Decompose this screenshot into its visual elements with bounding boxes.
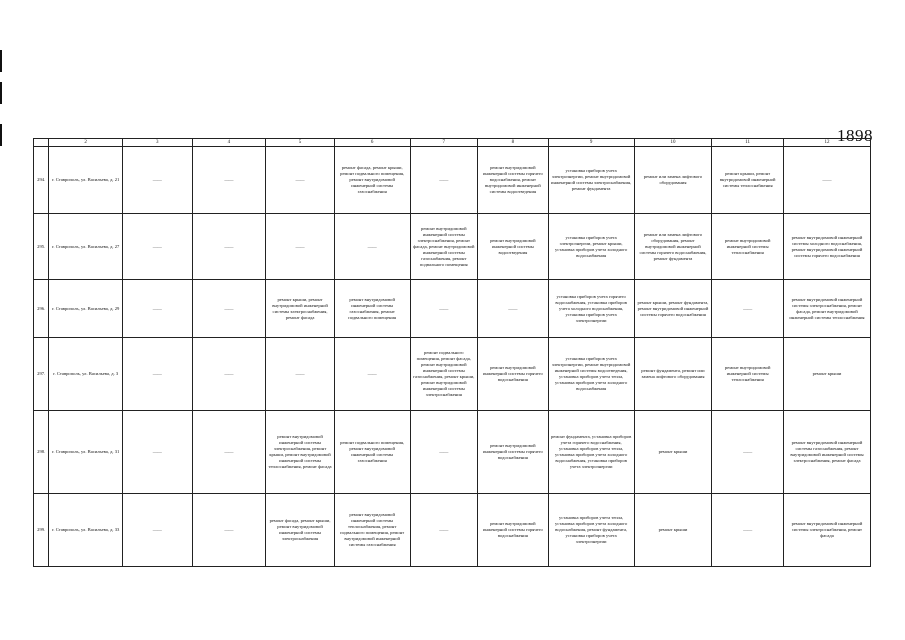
- scan-margin-mark: [0, 124, 2, 146]
- table-cell: ——: [712, 494, 784, 567]
- table-cell: ——: [123, 147, 193, 214]
- table-cell: ——: [192, 147, 266, 214]
- row-number: 296.: [34, 280, 49, 338]
- table-cell: ——: [123, 280, 193, 338]
- column-header: 12: [783, 139, 870, 147]
- table-cell: ——: [410, 494, 478, 567]
- table-cell: ——: [334, 338, 410, 411]
- table-cell: ——: [783, 147, 870, 214]
- table-cell: ремонт внутридомовой инженерной системы электроснабжения, ремонт крыши, ремонт внутридомовой инженерной системы теплоснабжения, ремонт фасада: [266, 411, 335, 494]
- table-cell: ремонт фундамента, установка приборов учета горячего водоснабжения, установка приборов учета тепла, установка приборов учета холодного водоснабжения, установка приборов учета электроэнергии: [548, 411, 634, 494]
- table-row: [34, 280, 871, 338]
- column-header: 9: [548, 139, 634, 147]
- table-cell: ——: [410, 280, 478, 338]
- row-number: 294.: [34, 147, 49, 214]
- table-cell: ремонт подвального помещения, ремонт внутридомовой инженерной системы газоснабжения: [334, 411, 410, 494]
- table-cell: ——: [266, 147, 335, 214]
- table-cell: ремонт крыши, ремонт внутридомовой инженерной системы теплоснабжения: [712, 147, 784, 214]
- address-cell: г. Ставрополь, ул. Васильева, д. 33: [49, 494, 123, 567]
- table-row: [34, 411, 871, 494]
- table-cell: ремонт фасада, ремонт крыши, ремонт внутридомовой инженерной системы электроснабжения: [266, 494, 335, 567]
- table-cell: ремонт внутридомовой инженерной системы электроснабжения, ремонт фасада, ремонт внутридомовой инженерной системы теплоснабжения: [783, 280, 870, 338]
- column-header-row: [34, 139, 871, 147]
- table-cell: ремонт внутридомовой инженерной системы электроснабжения, ремонт фасада, ремонт внутридомовой инженерной системы газоснабжения, ремонт подвального помещения: [410, 214, 478, 280]
- table-row: [34, 494, 871, 567]
- table-cell: установка приборов учета горячего водоснабжения, установка приборов учета холодного водоснабжения, установка приборов учета электроэнергии: [548, 280, 634, 338]
- table-cell: ремонт крыши: [634, 494, 712, 567]
- column-header: 2: [49, 139, 123, 147]
- table-cell: установка приборов учета электроэнергии, ремонт крыши, установка приборов учета холодного водоснабжения: [548, 214, 634, 280]
- address-cell: г. Ставрополь, ул. Васильева, д. 29: [49, 280, 123, 338]
- table-cell: ремонт внутридомовой инженерной системы водоотведения: [478, 214, 549, 280]
- row-number: 295.: [34, 214, 49, 280]
- table-cell: ремонт внутридомовой инженерной системы электроснабжения, ремонт фасада: [783, 494, 870, 567]
- table-cell: ——: [266, 338, 335, 411]
- table-cell: ремонт или замена лифтового оборудования, ремонт внутридомовой инженерной системы горячего водоснабжения, ремонт фундамента: [634, 214, 712, 280]
- column-header: 7: [410, 139, 478, 147]
- table-cell: ——: [192, 280, 266, 338]
- table-cell: ——: [410, 147, 478, 214]
- works-table: [33, 138, 871, 567]
- table-cell: ——: [334, 214, 410, 280]
- table-cell: ——: [478, 280, 549, 338]
- table-cell: ремонт внутридомовой инженерной системы горячего водоснабжения: [478, 411, 549, 494]
- table-row: [34, 147, 871, 214]
- table-cell: установка приборов учета тепла, установка приборов учета холодного водоснабжения, ремонт фундамента, установка приборов учета электроэнергии: [548, 494, 634, 567]
- row-number: 298.: [34, 411, 49, 494]
- table-cell: ремонт подвального помещения, ремонт фасада, ремонт внутридомовой инженерной системы газоснабжения, ремонт крыши, ремонт внутридомовой инженерной системы электроснабжения: [410, 338, 478, 411]
- table-cell: ремонт крыши, ремонт фундамента, ремонт внутридомовой инженерной системы горячего водоснабжения: [634, 280, 712, 338]
- address-cell: г. Ставрополь, ул. Васильева, д. 31: [49, 411, 123, 494]
- table-cell: ремонт внутридомовой инженерной системы холодного водоснабжения, ремонт внутридомовой инженерной системы горячего водоснабжения: [783, 214, 870, 280]
- column-header: 4: [192, 139, 266, 147]
- scan-margin-mark: [0, 50, 2, 72]
- table-cell: ремонт внутридомовой инженерной системы горячего водоснабжения: [478, 494, 549, 567]
- row-number: 299.: [34, 494, 49, 567]
- table-cell: ремонт внутридомовой инженерной системы теплоснабжения: [712, 214, 784, 280]
- row-number: 297.: [34, 338, 49, 411]
- table-cell: установка приборов учета электроэнергии, ремонт внутридомовой инженерной системы электроснабжения, ремонт фундамента: [548, 147, 634, 214]
- column-header: 11: [712, 139, 784, 147]
- table-cell: ремонт внутридомовой инженерной системы теплоснабжения: [712, 338, 784, 411]
- table-cell: ——: [123, 494, 193, 567]
- address-cell: г. Ставрополь, ул. Васильева, д. 21: [49, 147, 123, 214]
- table-cell: ——: [712, 280, 784, 338]
- table-cell: ——: [266, 214, 335, 280]
- column-header: 8: [478, 139, 549, 147]
- table-cell: ремонт крыши: [783, 338, 870, 411]
- table-row: [34, 214, 871, 280]
- page-number: 1898: [837, 126, 873, 145]
- table-cell: ремонт внутридомовой инженерной системы газоснабжения, ремонт внутридомовой инженерной системы электроснабжения, ремонт фасада: [783, 411, 870, 494]
- table-cell: ——: [123, 338, 193, 411]
- table-cell: установка приборов учета электроэнергии, ремонт внутридомовой инженерной системы водоотведения, установка приборов учета тепла, установка приборов учета холодного водоснабжения: [548, 338, 634, 411]
- table-cell: ремонт внутридомовой инженерной системы теплоснабжения, ремонт подвального помещения, ремонт внутридомовой инженерной системы газоснабжения: [334, 494, 410, 567]
- table-cell: ——: [192, 338, 266, 411]
- address-cell: г. Ставрополь, ул. Васильева, д. 27: [49, 214, 123, 280]
- table-row: [34, 338, 871, 411]
- address-cell: г. Ставрополь, ул. Васильева, д. 3: [49, 338, 123, 411]
- column-header: 6: [334, 139, 410, 147]
- table-cell: ——: [192, 411, 266, 494]
- table-cell: ремонт фасада, ремонт крыши, ремонт подвального помещения, ремонт внутридомовой инженерной системы газоснабжения: [334, 147, 410, 214]
- table-cell: ——: [123, 411, 193, 494]
- table-cell: ремонт фундамента, ремонт или замена лифтового оборудования: [634, 338, 712, 411]
- column-header: 10: [634, 139, 712, 147]
- column-header: 3: [123, 139, 193, 147]
- scan-margin-mark: [0, 82, 2, 104]
- table-cell: ——: [123, 214, 193, 280]
- table-cell: ремонт внутридомовой инженерной системы газоснабжения, ремонт подвального помещения: [334, 280, 410, 338]
- table-cell: ремонт внутридомовой инженерной системы горячего водоснабжения, ремонт внутридомовой инженерной системы водоотведения: [478, 147, 549, 214]
- table-cell: ——: [712, 411, 784, 494]
- column-header: 5: [266, 139, 335, 147]
- column-header: [34, 139, 49, 147]
- table-cell: ремонт крыши, ремонт внутридомовой инженерной системы электроснабжения, ремонт фасада: [266, 280, 335, 338]
- table-cell: ремонт крыши: [634, 411, 712, 494]
- table-cell: ——: [410, 411, 478, 494]
- table-cell: ремонт или замена лифтового оборудования: [634, 147, 712, 214]
- table-cell: ремонт внутридомовой инженерной системы горячего водоснабжения: [478, 338, 549, 411]
- table-cell: ——: [192, 494, 266, 567]
- table-cell: ——: [192, 214, 266, 280]
